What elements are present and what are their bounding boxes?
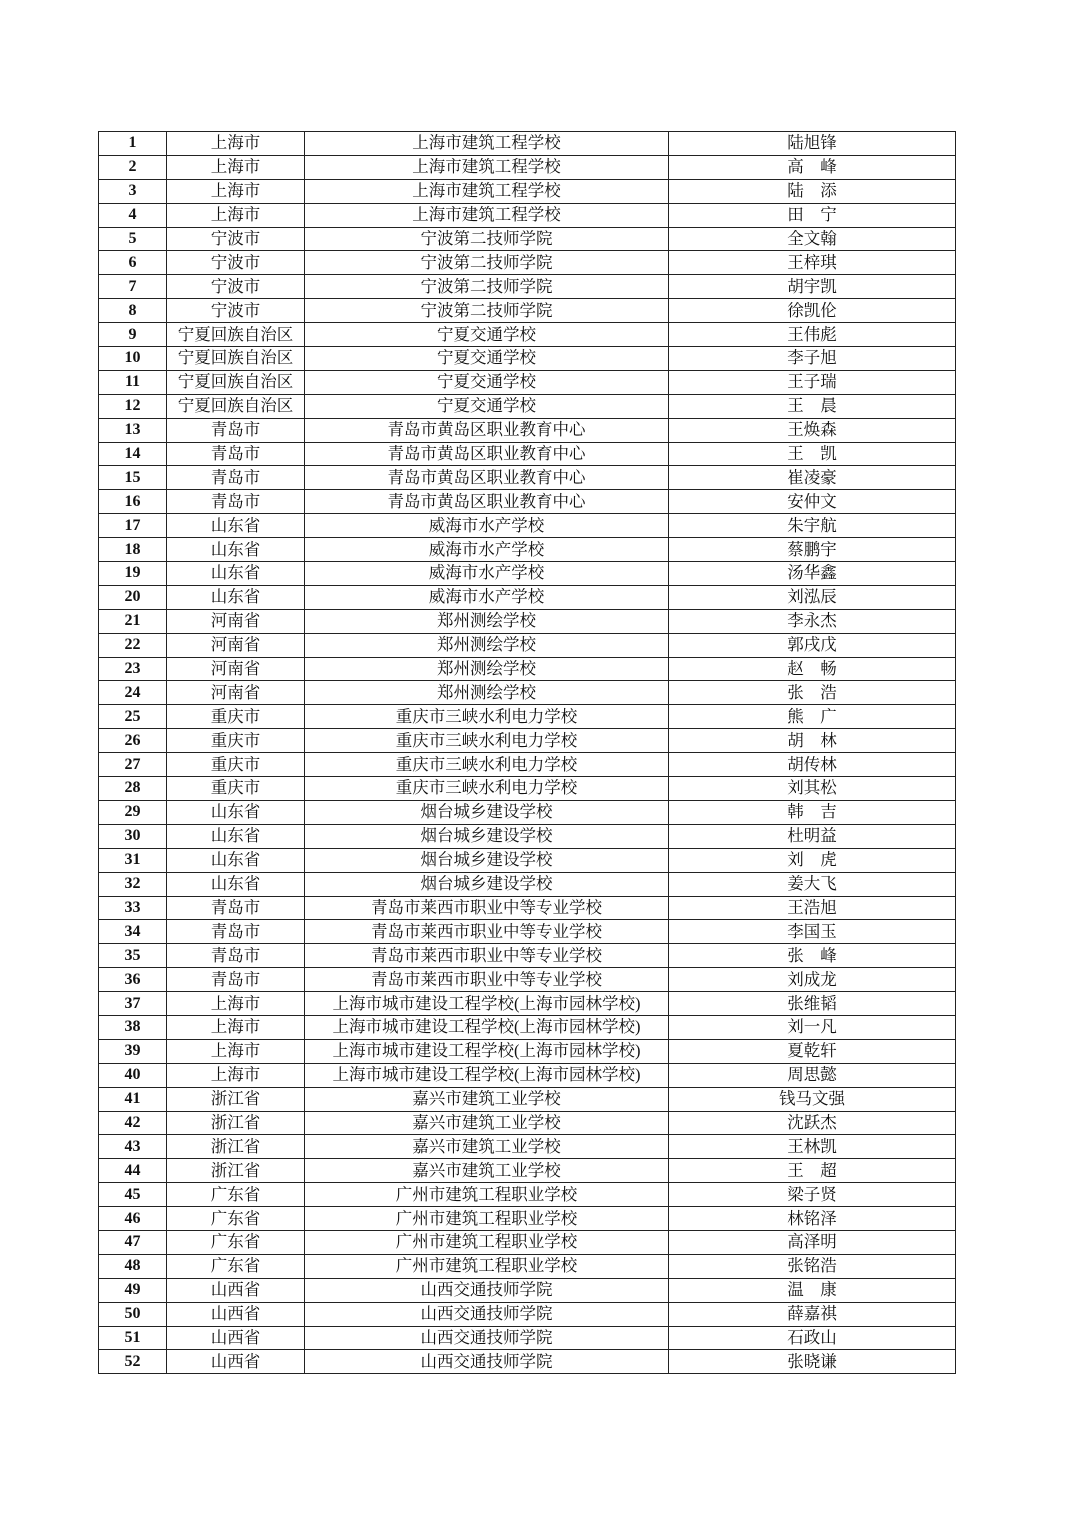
student-name-cell: 张维韬: [669, 992, 956, 1016]
student-name-cell: 姜大飞: [669, 872, 956, 896]
school-cell: 上海市城市建设工程学校(上海市园林学校): [305, 1063, 669, 1087]
row-number-cell: 32: [99, 872, 167, 896]
student-name-cell: 林铭泽: [669, 1207, 956, 1231]
student-name-cell: 杜明益: [669, 824, 956, 848]
table-row: [99, 155, 956, 179]
school-cell: 上海市建筑工程学校: [305, 179, 669, 203]
row-number-cell: 7: [99, 275, 167, 299]
student-name-cell: 李子旭: [669, 347, 956, 371]
table-row: [99, 1278, 956, 1302]
table-row: [99, 538, 956, 562]
row-number-cell: 31: [99, 848, 167, 872]
row-number-cell: 23: [99, 657, 167, 681]
row-number-cell: 6: [99, 251, 167, 275]
row-number-cell: 2: [99, 155, 167, 179]
region-cell: 山东省: [167, 800, 305, 824]
student-name-cell: 陆 添: [669, 179, 956, 203]
row-number-cell: 14: [99, 442, 167, 466]
student-name-cell: 张铭浩: [669, 1254, 956, 1278]
region-cell: 上海市: [167, 1039, 305, 1063]
table-row: [99, 442, 956, 466]
row-number-cell: 42: [99, 1111, 167, 1135]
school-cell: 郑州测绘学校: [305, 681, 669, 705]
student-name-cell: 王伟彪: [669, 323, 956, 347]
table-row: [99, 203, 956, 227]
student-name-cell: 王焕森: [669, 418, 956, 442]
region-cell: 山东省: [167, 848, 305, 872]
region-cell: 上海市: [167, 132, 305, 156]
school-cell: 青岛市黄岛区职业教育中心: [305, 418, 669, 442]
school-cell: 郑州测绘学校: [305, 609, 669, 633]
region-cell: 浙江省: [167, 1111, 305, 1135]
region-cell: 浙江省: [167, 1087, 305, 1111]
school-cell: 烟台城乡建设学校: [305, 872, 669, 896]
student-name-cell: 王 超: [669, 1159, 956, 1183]
row-number-cell: 47: [99, 1230, 167, 1254]
table-row: [99, 1326, 956, 1350]
table-row: [99, 992, 956, 1016]
region-cell: 青岛市: [167, 466, 305, 490]
region-cell: 山东省: [167, 872, 305, 896]
row-number-cell: 22: [99, 633, 167, 657]
table-row: [99, 1159, 956, 1183]
row-number-cell: 25: [99, 705, 167, 729]
table-row: [99, 347, 956, 371]
school-cell: 山西交通技师学院: [305, 1350, 669, 1374]
student-name-cell: 刘一凡: [669, 1015, 956, 1039]
region-cell: 山东省: [167, 514, 305, 538]
row-number-cell: 28: [99, 777, 167, 801]
region-cell: 青岛市: [167, 920, 305, 944]
region-cell: 河南省: [167, 657, 305, 681]
school-cell: 威海市水产学校: [305, 514, 669, 538]
region-cell: 上海市: [167, 1063, 305, 1087]
table-row: [99, 848, 956, 872]
row-number-cell: 4: [99, 203, 167, 227]
table-row: [99, 299, 956, 323]
row-number-cell: 41: [99, 1087, 167, 1111]
table-row: [99, 179, 956, 203]
table-row: [99, 872, 956, 896]
school-cell: 宁夏交通学校: [305, 394, 669, 418]
school-cell: 广州市建筑工程职业学校: [305, 1230, 669, 1254]
region-cell: 青岛市: [167, 418, 305, 442]
student-name-cell: 张 浩: [669, 681, 956, 705]
region-cell: 浙江省: [167, 1135, 305, 1159]
student-name-cell: 安仲文: [669, 490, 956, 514]
region-cell: 浙江省: [167, 1159, 305, 1183]
region-cell: 青岛市: [167, 442, 305, 466]
student-name-cell: 王浩旭: [669, 896, 956, 920]
student-name-cell: 张晓谦: [669, 1350, 956, 1374]
table-row: [99, 370, 956, 394]
table-row: [99, 562, 956, 586]
row-number-cell: 9: [99, 323, 167, 347]
row-number-cell: 8: [99, 299, 167, 323]
region-cell: 重庆市: [167, 753, 305, 777]
row-number-cell: 38: [99, 1015, 167, 1039]
school-cell: 宁波第二技师学院: [305, 275, 669, 299]
school-cell: 青岛市莱西市职业中等专业学校: [305, 944, 669, 968]
table-row: [99, 418, 956, 442]
row-number-cell: 37: [99, 992, 167, 1016]
region-cell: 上海市: [167, 179, 305, 203]
region-cell: 山西省: [167, 1302, 305, 1326]
region-cell: 重庆市: [167, 729, 305, 753]
row-number-cell: 48: [99, 1254, 167, 1278]
school-cell: 上海市建筑工程学校: [305, 132, 669, 156]
region-cell: 广东省: [167, 1230, 305, 1254]
school-cell: 烟台城乡建设学校: [305, 824, 669, 848]
table-row: [99, 394, 956, 418]
region-cell: 山东省: [167, 538, 305, 562]
table-row: [99, 1302, 956, 1326]
school-cell: 嘉兴市建筑工业学校: [305, 1087, 669, 1111]
row-number-cell: 18: [99, 538, 167, 562]
student-name-cell: 高泽明: [669, 1230, 956, 1254]
region-cell: 河南省: [167, 681, 305, 705]
row-number-cell: 33: [99, 896, 167, 920]
table-row: [99, 1254, 956, 1278]
region-cell: 广东省: [167, 1183, 305, 1207]
school-cell: 上海市城市建设工程学校(上海市园林学校): [305, 1015, 669, 1039]
table-row: [99, 514, 956, 538]
region-cell: 上海市: [167, 992, 305, 1016]
student-name-cell: 温 康: [669, 1278, 956, 1302]
region-cell: 山东省: [167, 562, 305, 586]
school-cell: 烟台城乡建设学校: [305, 848, 669, 872]
student-name-cell: 汤华鑫: [669, 562, 956, 586]
table-row: [99, 227, 956, 251]
school-cell: 威海市水产学校: [305, 585, 669, 609]
table-row: [99, 968, 956, 992]
table-row: [99, 777, 956, 801]
school-cell: 重庆市三峡水利电力学校: [305, 753, 669, 777]
row-number-cell: 16: [99, 490, 167, 514]
student-name-cell: 王 晨: [669, 394, 956, 418]
region-cell: 重庆市: [167, 705, 305, 729]
row-number-cell: 36: [99, 968, 167, 992]
row-number-cell: 20: [99, 585, 167, 609]
school-cell: 青岛市莱西市职业中等专业学校: [305, 968, 669, 992]
row-number-cell: 50: [99, 1302, 167, 1326]
student-name-cell: 熊 广: [669, 705, 956, 729]
student-name-cell: 刘成龙: [669, 968, 956, 992]
student-name-cell: 郭戌戊: [669, 633, 956, 657]
school-cell: 郑州测绘学校: [305, 657, 669, 681]
table-row: [99, 657, 956, 681]
school-cell: 上海市城市建设工程学校(上海市园林学校): [305, 1039, 669, 1063]
row-number-cell: 51: [99, 1326, 167, 1350]
region-cell: 河南省: [167, 633, 305, 657]
student-name-cell: 钱马文强: [669, 1087, 956, 1111]
table-row: [99, 1350, 956, 1374]
school-cell: 嘉兴市建筑工业学校: [305, 1111, 669, 1135]
region-cell: 青岛市: [167, 968, 305, 992]
region-cell: 山西省: [167, 1326, 305, 1350]
table-row: [99, 1015, 956, 1039]
row-number-cell: 40: [99, 1063, 167, 1087]
row-number-cell: 43: [99, 1135, 167, 1159]
table-row: [99, 1230, 956, 1254]
school-cell: 威海市水产学校: [305, 562, 669, 586]
region-cell: 山西省: [167, 1278, 305, 1302]
region-cell: 上海市: [167, 155, 305, 179]
school-cell: 青岛市黄岛区职业教育中心: [305, 490, 669, 514]
student-name-cell: 石政山: [669, 1326, 956, 1350]
table-row: [99, 609, 956, 633]
row-number-cell: 17: [99, 514, 167, 538]
region-cell: 宁夏回族自治区: [167, 370, 305, 394]
row-number-cell: 46: [99, 1207, 167, 1231]
region-cell: 宁波市: [167, 275, 305, 299]
table-row: [99, 585, 956, 609]
table-row: [99, 705, 956, 729]
school-cell: 山西交通技师学院: [305, 1278, 669, 1302]
student-name-cell: 胡 林: [669, 729, 956, 753]
student-name-cell: 蔡鹏宇: [669, 538, 956, 562]
student-name-cell: 张 峰: [669, 944, 956, 968]
school-cell: 宁波第二技师学院: [305, 299, 669, 323]
region-cell: 宁夏回族自治区: [167, 323, 305, 347]
student-name-cell: 李国玉: [669, 920, 956, 944]
table-row: [99, 920, 956, 944]
school-cell: 重庆市三峡水利电力学校: [305, 729, 669, 753]
row-number-cell: 11: [99, 370, 167, 394]
region-cell: 宁波市: [167, 251, 305, 275]
row-number-cell: 44: [99, 1159, 167, 1183]
school-cell: 宁夏交通学校: [305, 347, 669, 371]
student-name-cell: 刘泓辰: [669, 585, 956, 609]
student-name-cell: 崔凌豪: [669, 466, 956, 490]
school-cell: 青岛市莱西市职业中等专业学校: [305, 920, 669, 944]
region-cell: 广东省: [167, 1207, 305, 1231]
table-row: [99, 729, 956, 753]
table-row: [99, 1087, 956, 1111]
student-name-cell: 朱宇航: [669, 514, 956, 538]
region-cell: 宁波市: [167, 299, 305, 323]
region-cell: 青岛市: [167, 944, 305, 968]
school-cell: 青岛市黄岛区职业教育中心: [305, 442, 669, 466]
row-number-cell: 26: [99, 729, 167, 753]
table-row: [99, 800, 956, 824]
student-name-cell: 王 凯: [669, 442, 956, 466]
row-number-cell: 15: [99, 466, 167, 490]
row-number-cell: 34: [99, 920, 167, 944]
table-row: [99, 1111, 956, 1135]
table-row: [99, 1039, 956, 1063]
table-row: [99, 1135, 956, 1159]
student-name-cell: 赵 畅: [669, 657, 956, 681]
school-cell: 山西交通技师学院: [305, 1326, 669, 1350]
table-row: [99, 466, 956, 490]
table-row: [99, 1183, 956, 1207]
student-name-cell: 刘 虎: [669, 848, 956, 872]
student-name-cell: 李永杰: [669, 609, 956, 633]
row-number-cell: 27: [99, 753, 167, 777]
student-name-cell: 王子瑞: [669, 370, 956, 394]
region-cell: 河南省: [167, 609, 305, 633]
student-name-cell: 薛嘉祺: [669, 1302, 956, 1326]
school-cell: 上海市建筑工程学校: [305, 155, 669, 179]
school-cell: 上海市城市建设工程学校(上海市园林学校): [305, 992, 669, 1016]
table-row: [99, 944, 956, 968]
region-cell: 宁夏回族自治区: [167, 394, 305, 418]
row-number-cell: 24: [99, 681, 167, 705]
school-cell: 宁波第二技师学院: [305, 251, 669, 275]
school-cell: 嘉兴市建筑工业学校: [305, 1159, 669, 1183]
table-row: [99, 633, 956, 657]
region-cell: 山东省: [167, 585, 305, 609]
table-row: [99, 896, 956, 920]
table-row: [99, 681, 956, 705]
table-row: [99, 275, 956, 299]
student-name-cell: 王梓琪: [669, 251, 956, 275]
row-number-cell: 29: [99, 800, 167, 824]
student-name-cell: 田 宁: [669, 203, 956, 227]
school-cell: 宁夏交通学校: [305, 323, 669, 347]
table-row: [99, 490, 956, 514]
row-number-cell: 45: [99, 1183, 167, 1207]
row-number-cell: 52: [99, 1350, 167, 1374]
student-name-cell: 梁子贤: [669, 1183, 956, 1207]
table-row: [99, 323, 956, 347]
school-cell: 宁夏交通学校: [305, 370, 669, 394]
school-cell: 青岛市莱西市职业中等专业学校: [305, 896, 669, 920]
row-number-cell: 13: [99, 418, 167, 442]
region-cell: 宁夏回族自治区: [167, 347, 305, 371]
row-number-cell: 12: [99, 394, 167, 418]
row-number-cell: 19: [99, 562, 167, 586]
table-row: [99, 824, 956, 848]
region-cell: 青岛市: [167, 896, 305, 920]
table-row: [99, 1063, 956, 1087]
student-name-cell: 陆旭锋: [669, 132, 956, 156]
school-cell: 嘉兴市建筑工业学校: [305, 1135, 669, 1159]
student-name-cell: 王林凯: [669, 1135, 956, 1159]
student-name-cell: 刘其松: [669, 777, 956, 801]
row-number-cell: 49: [99, 1278, 167, 1302]
student-name-cell: 夏乾轩: [669, 1039, 956, 1063]
school-cell: 上海市建筑工程学校: [305, 203, 669, 227]
row-number-cell: 39: [99, 1039, 167, 1063]
student-name-cell: 胡宇凯: [669, 275, 956, 299]
participant-table: [98, 131, 956, 1374]
region-cell: 广东省: [167, 1254, 305, 1278]
region-cell: 上海市: [167, 203, 305, 227]
school-cell: 广州市建筑工程职业学校: [305, 1183, 669, 1207]
school-cell: 广州市建筑工程职业学校: [305, 1254, 669, 1278]
row-number-cell: 3: [99, 179, 167, 203]
student-name-cell: 徐凯伦: [669, 299, 956, 323]
school-cell: 烟台城乡建设学校: [305, 800, 669, 824]
student-name-cell: 全文翰: [669, 227, 956, 251]
school-cell: 重庆市三峡水利电力学校: [305, 705, 669, 729]
student-name-cell: 沈跃杰: [669, 1111, 956, 1135]
row-number-cell: 21: [99, 609, 167, 633]
school-cell: 威海市水产学校: [305, 538, 669, 562]
row-number-cell: 1: [99, 132, 167, 156]
row-number-cell: 5: [99, 227, 167, 251]
row-number-cell: 35: [99, 944, 167, 968]
table-row: [99, 1207, 956, 1231]
school-cell: 山西交通技师学院: [305, 1302, 669, 1326]
student-name-cell: 胡传林: [669, 753, 956, 777]
region-cell: 宁波市: [167, 227, 305, 251]
school-cell: 宁波第二技师学院: [305, 227, 669, 251]
region-cell: 山西省: [167, 1350, 305, 1374]
student-name-cell: 高 峰: [669, 155, 956, 179]
region-cell: 上海市: [167, 1015, 305, 1039]
region-cell: 重庆市: [167, 777, 305, 801]
region-cell: 山东省: [167, 824, 305, 848]
table-row: [99, 132, 956, 156]
school-cell: 重庆市三峡水利电力学校: [305, 777, 669, 801]
table-row: [99, 753, 956, 777]
student-name-cell: 周思懿: [669, 1063, 956, 1087]
region-cell: 青岛市: [167, 490, 305, 514]
table-body: [99, 132, 956, 1374]
student-name-cell: 韩 吉: [669, 800, 956, 824]
school-cell: 广州市建筑工程职业学校: [305, 1207, 669, 1231]
school-cell: 郑州测绘学校: [305, 633, 669, 657]
row-number-cell: 30: [99, 824, 167, 848]
school-cell: 青岛市黄岛区职业教育中心: [305, 466, 669, 490]
row-number-cell: 10: [99, 347, 167, 371]
table-row: [99, 251, 956, 275]
